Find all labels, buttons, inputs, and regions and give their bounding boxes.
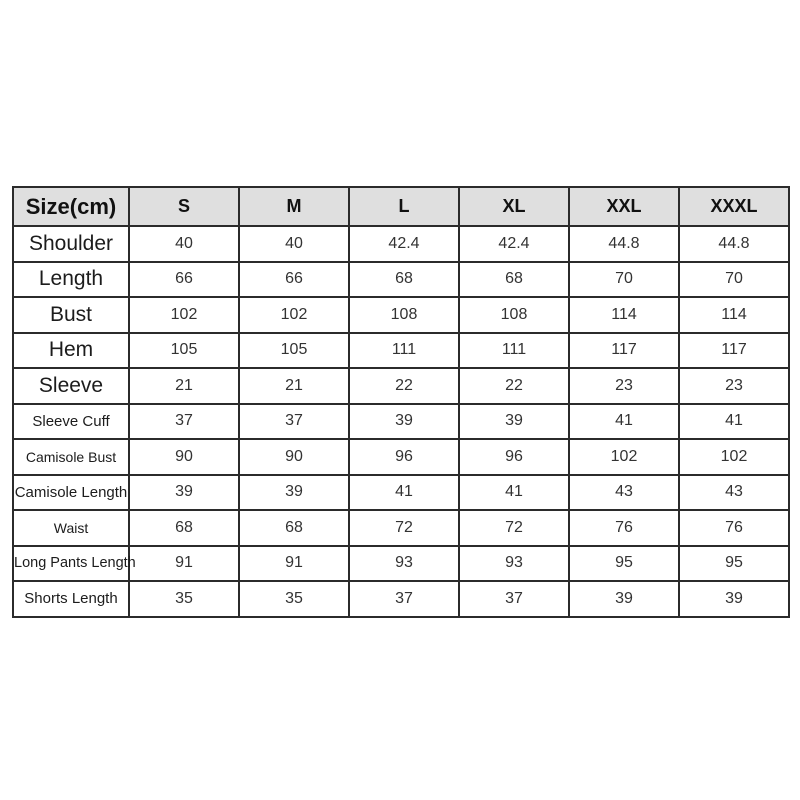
measurement-label: Bust <box>13 297 129 333</box>
measurement-value: 70 <box>679 262 789 298</box>
measurement-value: 39 <box>459 404 569 440</box>
measurement-value: 66 <box>129 262 239 298</box>
measurement-value: 37 <box>129 404 239 440</box>
measurement-value: 39 <box>239 475 349 511</box>
measurement-value: 23 <box>569 368 679 404</box>
table-row-sleeve-cuff <box>13 404 789 440</box>
table-row-sleeve <box>13 368 789 404</box>
measurement-value: 41 <box>459 475 569 511</box>
measurement-value: 96 <box>459 439 569 475</box>
measurement-value: 44.8 <box>569 226 679 262</box>
measurement-value: 39 <box>679 581 789 617</box>
table-row-shoulder <box>13 226 789 262</box>
measurement-value: 43 <box>569 475 679 511</box>
measurement-value: 37 <box>349 581 459 617</box>
table-row-hem <box>13 333 789 369</box>
measurement-value: 22 <box>349 368 459 404</box>
measurement-value: 37 <box>459 581 569 617</box>
measurement-value: 76 <box>569 510 679 546</box>
measurement-value: 68 <box>239 510 349 546</box>
measurement-value: 23 <box>679 368 789 404</box>
measurement-label: Shorts Length <box>13 581 129 617</box>
size-column-header-xxl: XXL <box>569 187 679 226</box>
measurement-label: Sleeve Cuff <box>13 404 129 440</box>
measurement-label: Long Pants Length <box>13 546 129 582</box>
measurement-value: 102 <box>569 439 679 475</box>
measurement-value: 39 <box>349 404 459 440</box>
measurement-value: 111 <box>349 333 459 369</box>
measurement-label: Sleeve <box>13 368 129 404</box>
size-column-header-s: S <box>129 187 239 226</box>
measurement-value: 41 <box>349 475 459 511</box>
measurement-value: 108 <box>349 297 459 333</box>
measurement-value: 41 <box>569 404 679 440</box>
measurement-value: 108 <box>459 297 569 333</box>
table-row-bust <box>13 297 789 333</box>
measurement-value: 114 <box>569 297 679 333</box>
measurement-value: 42.4 <box>349 226 459 262</box>
measurement-label: Camisole Bust <box>13 439 129 475</box>
corner-header-size-cm: Size(cm) <box>13 187 129 226</box>
measurement-value: 40 <box>239 226 349 262</box>
measurement-value: 95 <box>679 546 789 582</box>
size-column-header-xl: XL <box>459 187 569 226</box>
measurement-value: 66 <box>239 262 349 298</box>
size-column-header-xxxl: XXXL <box>679 187 789 226</box>
measurement-value: 68 <box>349 262 459 298</box>
measurement-value: 93 <box>349 546 459 582</box>
measurement-value: 117 <box>679 333 789 369</box>
measurement-value: 39 <box>569 581 679 617</box>
measurement-value: 93 <box>459 546 569 582</box>
size-column-header-l: L <box>349 187 459 226</box>
header-row <box>13 187 789 226</box>
measurement-value: 35 <box>239 581 349 617</box>
measurement-value: 102 <box>239 297 349 333</box>
measurement-value: 95 <box>569 546 679 582</box>
measurement-value: 105 <box>129 333 239 369</box>
measurement-label: Hem <box>13 333 129 369</box>
measurement-value: 105 <box>239 333 349 369</box>
measurement-value: 41 <box>679 404 789 440</box>
measurement-value: 37 <box>239 404 349 440</box>
measurement-value: 114 <box>679 297 789 333</box>
measurement-value: 21 <box>239 368 349 404</box>
measurement-value: 72 <box>459 510 569 546</box>
measurement-value: 111 <box>459 333 569 369</box>
measurement-value: 43 <box>679 475 789 511</box>
measurement-label: Length <box>13 262 129 298</box>
measurement-value: 91 <box>129 546 239 582</box>
measurement-value: 76 <box>679 510 789 546</box>
measurement-value: 40 <box>129 226 239 262</box>
measurement-value: 68 <box>459 262 569 298</box>
measurement-label: Camisole Length <box>13 475 129 511</box>
size-chart-table <box>12 186 790 618</box>
measurement-label: Shoulder <box>13 226 129 262</box>
table-row-long-pants-length <box>13 546 789 582</box>
measurement-value: 102 <box>129 297 239 333</box>
table-row-waist <box>13 510 789 546</box>
measurement-value: 39 <box>129 475 239 511</box>
measurement-value: 96 <box>349 439 459 475</box>
measurement-value: 35 <box>129 581 239 617</box>
measurement-value: 90 <box>239 439 349 475</box>
size-column-header-m: M <box>239 187 349 226</box>
table-row-length <box>13 262 789 298</box>
table-row-camisole-length <box>13 475 789 511</box>
measurement-value: 91 <box>239 546 349 582</box>
measurement-label: Waist <box>13 510 129 546</box>
measurement-value: 22 <box>459 368 569 404</box>
measurement-value: 42.4 <box>459 226 569 262</box>
measurement-value: 68 <box>129 510 239 546</box>
measurement-value: 117 <box>569 333 679 369</box>
table-row-shorts-length <box>13 581 789 617</box>
measurement-value: 102 <box>679 439 789 475</box>
measurement-value: 21 <box>129 368 239 404</box>
measurement-value: 72 <box>349 510 459 546</box>
measurement-value: 70 <box>569 262 679 298</box>
measurement-value: 44.8 <box>679 226 789 262</box>
measurement-value: 90 <box>129 439 239 475</box>
table-row-camisole-bust <box>13 439 789 475</box>
